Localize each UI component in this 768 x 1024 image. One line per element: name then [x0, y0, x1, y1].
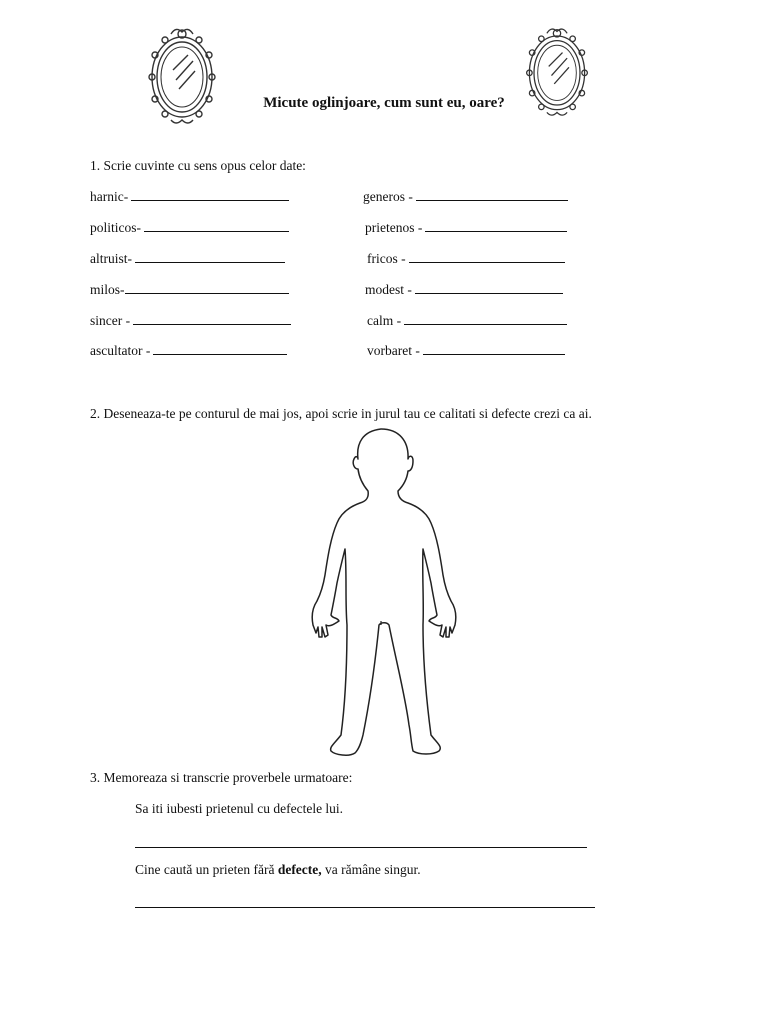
word-label: altruist-: [90, 251, 132, 266]
transcribe-line-2[interactable]: [135, 907, 595, 908]
proverb-2-end: va rămâne singur.: [321, 862, 421, 877]
antonym-row: [367, 251, 565, 267]
antonym-row: [90, 251, 285, 267]
antonym-row: [90, 343, 287, 359]
antonym-row: [367, 343, 565, 359]
word-label: sincer -: [90, 313, 131, 328]
word-label: milos-: [90, 282, 125, 297]
answer-line[interactable]: [135, 251, 285, 263]
answer-line[interactable]: [409, 251, 565, 263]
antonym-row: [367, 313, 567, 329]
antonym-row: [90, 220, 289, 236]
word-label: vorbaret -: [367, 343, 420, 358]
transcribe-line-1[interactable]: [135, 847, 587, 848]
answer-line[interactable]: [425, 220, 567, 232]
proverb-2: [135, 862, 421, 878]
answer-line[interactable]: [416, 189, 568, 201]
word-label: modest -: [365, 282, 412, 297]
proverb-1: Sa iti iubesti prietenul cu defectele lui.: [135, 801, 344, 816]
answer-line[interactable]: [125, 282, 289, 294]
page-title: Micute oglinjoare, cum sunt eu, oare?: [263, 95, 505, 111]
word-label: prietenos -: [365, 220, 423, 235]
answer-line[interactable]: [131, 189, 289, 201]
antonym-row: [90, 282, 289, 298]
antonym-row: [90, 189, 289, 205]
proverb-2-bold: defecte,: [277, 862, 322, 877]
word-label: calm -: [367, 313, 402, 328]
word-label: generos -: [363, 189, 413, 204]
answer-line[interactable]: [144, 220, 289, 232]
word-label: fricos -: [367, 251, 406, 266]
answer-line[interactable]: [404, 313, 567, 325]
proverb-2-text: Cine caută un prieten fără: [135, 862, 278, 877]
answer-line[interactable]: [415, 282, 563, 294]
antonym-row: [365, 220, 567, 236]
antonym-row: [365, 282, 563, 298]
exercise-3-prompt: 3. Memoreaza si transcrie proverbele urmatoare:: [90, 770, 353, 785]
exercise-1-prompt: 1. Scrie cuvinte cu sens opus celor date:: [90, 158, 306, 173]
antonym-row: [90, 313, 291, 329]
word-label: ascultator -: [90, 343, 151, 358]
body-outline-icon: [305, 425, 465, 760]
word-label: politicos-: [90, 220, 141, 235]
word-label: harnic-: [90, 189, 129, 204]
antonym-row: [363, 189, 568, 205]
exercise-2-prompt: 2. Deseneaza-te pe conturul de mai jos, apoi scrie in jurul tau ce calitati si defecte crezi ca ai.: [90, 406, 592, 421]
answer-line[interactable]: [133, 313, 291, 325]
answer-line[interactable]: [153, 343, 287, 355]
answer-line[interactable]: [423, 343, 565, 355]
